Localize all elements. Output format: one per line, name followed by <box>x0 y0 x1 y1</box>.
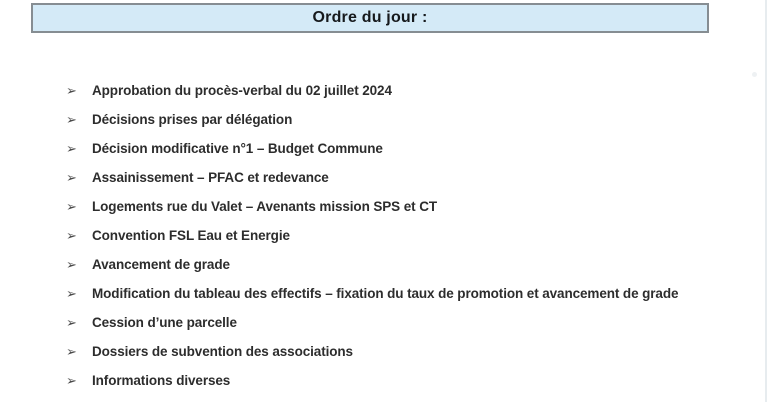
agenda-item-label: Modification du tableau des effectifs – fixation du taux de promotion et avancement de grade <box>92 286 679 301</box>
page-edge-line <box>765 0 767 402</box>
arrow-bullet-icon: ➢ <box>66 286 77 301</box>
agenda-item-label: Dossiers de subvention des associations <box>92 344 353 359</box>
agenda-item <box>66 141 726 157</box>
scan-noise-speck <box>752 72 757 77</box>
agenda-item <box>66 228 726 244</box>
agenda-item <box>66 83 726 99</box>
agenda-item <box>66 112 726 128</box>
arrow-bullet-icon: ➢ <box>66 199 77 214</box>
agenda-item <box>66 286 726 302</box>
agenda-item <box>66 315 726 331</box>
agenda-item-label: Décision modificative n°1 – Budget Commune <box>92 141 383 156</box>
arrow-bullet-icon: ➢ <box>66 170 77 185</box>
arrow-bullet-icon: ➢ <box>66 315 77 330</box>
arrow-bullet-icon: ➢ <box>66 257 77 272</box>
agenda-item-label: Décisions prises par délégation <box>92 112 293 127</box>
agenda-item <box>66 344 726 360</box>
agenda-item-label: Informations diverses <box>92 373 231 388</box>
page-title: Ordre du jour : <box>312 9 428 26</box>
arrow-bullet-icon: ➢ <box>66 141 77 156</box>
agenda-list <box>66 83 726 402</box>
arrow-bullet-icon: ➢ <box>66 83 77 98</box>
arrow-bullet-icon: ➢ <box>66 344 77 359</box>
arrow-bullet-icon: ➢ <box>66 228 77 243</box>
agenda-item <box>66 373 726 389</box>
agenda-item-label: Assainissement – PFAC et redevance <box>92 170 329 185</box>
agenda-item-label: Logements rue du Valet – Avenants mission SPS et CT <box>92 199 437 214</box>
arrow-bullet-icon: ➢ <box>66 112 77 127</box>
agenda-item-label: Avancement de grade <box>92 257 230 272</box>
agenda-item-label: Cession d’une parcelle <box>92 315 237 330</box>
agenda-title-box <box>31 3 709 33</box>
agenda-item <box>66 257 726 273</box>
agenda-item-label: Convention FSL Eau et Energie <box>92 228 290 243</box>
agenda-item <box>66 199 726 215</box>
agenda-item-label: Approbation du procès-verbal du 02 juillet 2024 <box>92 83 392 98</box>
agenda-item <box>66 170 726 186</box>
arrow-bullet-icon: ➢ <box>66 373 77 388</box>
